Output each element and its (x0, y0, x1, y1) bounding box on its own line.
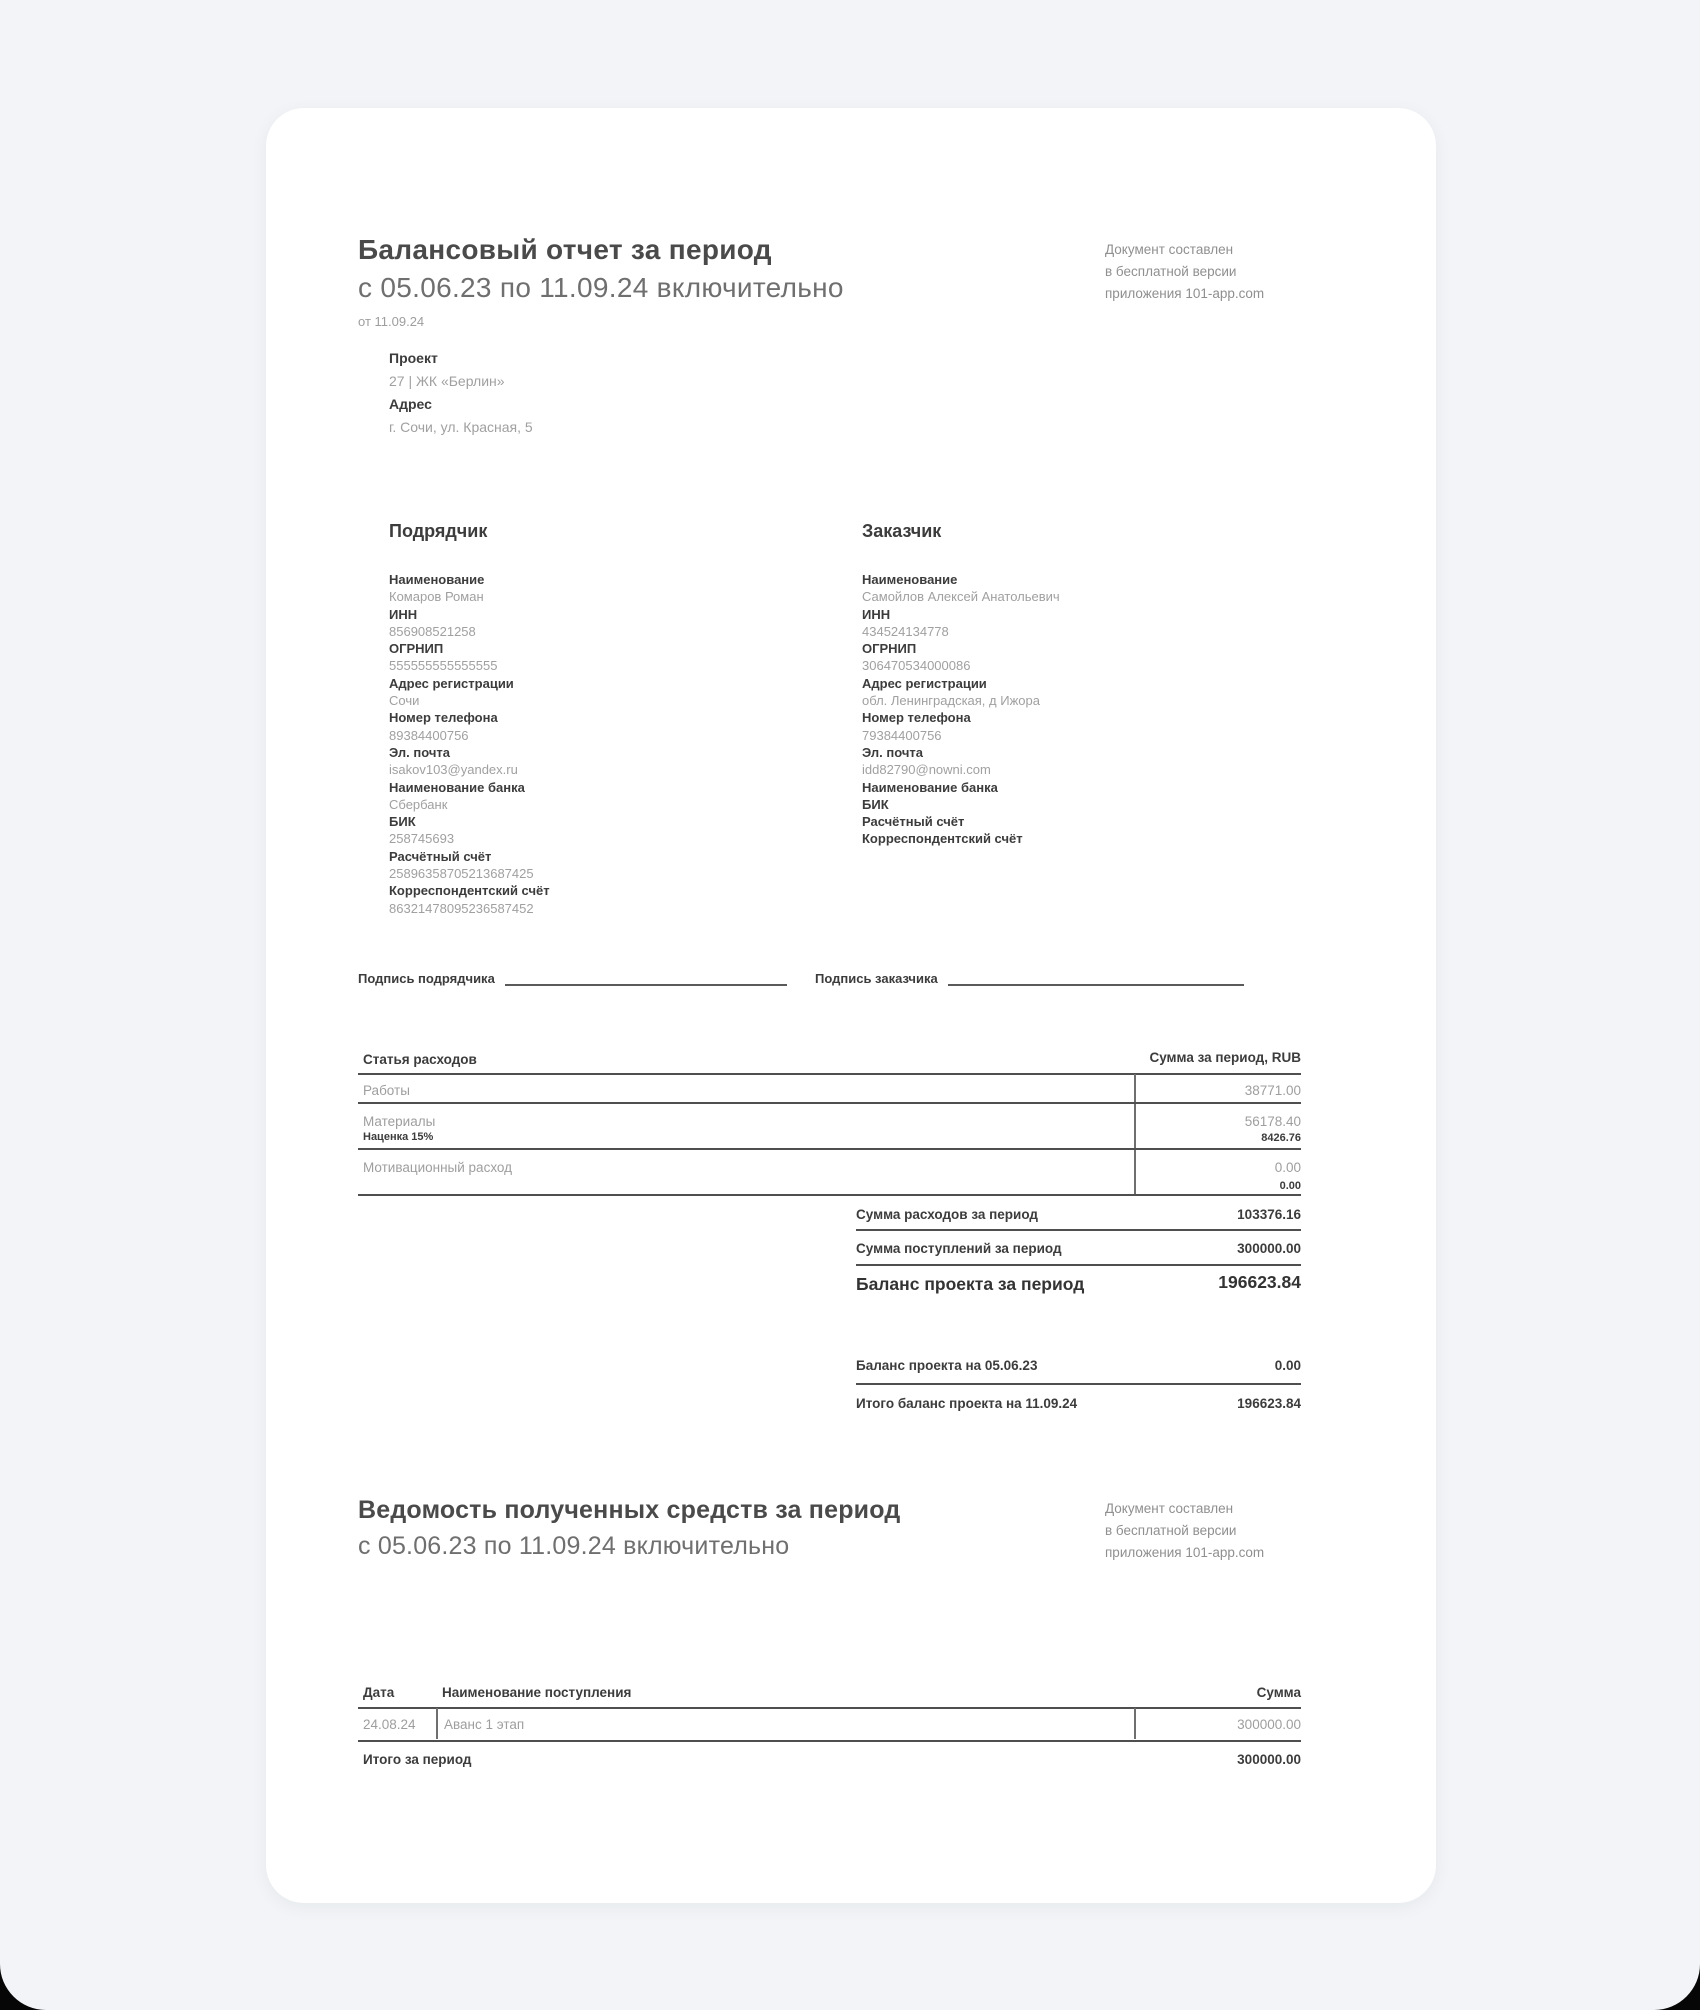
table-row-line (358, 1148, 1301, 1150)
field-row (389, 848, 829, 883)
field-row (862, 571, 1302, 606)
markup-amount: 8426.76 (1261, 1132, 1301, 1144)
field-value: Сбербанк (389, 796, 448, 812)
expense-table-col-item: Статья расходов (363, 1052, 477, 1067)
funds-report-period: с 05.06.23 по 11.09.24 включительно (358, 1532, 790, 1560)
table-bottom-line (358, 1194, 1301, 1196)
table-row-line (358, 1102, 1301, 1104)
field-row (862, 675, 1302, 710)
signature-customer-label: Подпись заказчика (815, 971, 938, 986)
customer-heading: Заказчик (862, 521, 942, 541)
funds-total-label: Итого за период (363, 1752, 472, 1767)
field-value: Комаров Роман (389, 589, 484, 605)
funds-report-title: Ведомость полученных средств за период (358, 1496, 901, 1524)
field-value: 86321478095236587452 (389, 900, 534, 916)
watermark-note (1105, 1498, 1264, 1564)
field-row (862, 830, 1302, 847)
watermark-line: Документ составлен (1105, 1501, 1234, 1516)
markup-note: Наценка 15% (363, 1131, 434, 1143)
expense-row-amount: 0.00 (1274, 1160, 1301, 1175)
funds-row-date: 24.08.24 (363, 1717, 416, 1732)
field-row (389, 813, 829, 848)
total-income-label: Сумма поступлений за период (856, 1241, 1062, 1256)
field-label: Наименование (862, 572, 958, 587)
customer-fields (862, 571, 1302, 848)
contractor-heading: Подрядчик (389, 521, 488, 541)
field-row (389, 640, 829, 675)
total-expenses-label: Сумма расходов за период (856, 1207, 1038, 1222)
field-label: Корреспондентский счёт (389, 883, 550, 899)
expense-row-amount: 38771.00 (1244, 1083, 1301, 1098)
table-bottom-line (358, 1740, 1301, 1742)
watermark-line: приложения 101-app.com (1105, 286, 1265, 301)
balance-final-label: Итого баланс проекта на 11.09.24 (856, 1396, 1078, 1411)
field-label: ОГРНИП (862, 641, 917, 657)
contractor-section (389, 521, 829, 917)
totals-divider-line (856, 1264, 1301, 1266)
project-label: Проект (389, 350, 438, 366)
field-label: ИНН (862, 606, 891, 622)
funds-table-col-date: Дата (363, 1685, 395, 1700)
field-label: Эл. почта (389, 744, 451, 760)
address-label: Адрес (389, 396, 432, 412)
total-expenses-value: 103376.16 (1237, 1207, 1301, 1222)
field-value: 434524134778 (862, 623, 949, 639)
field-row (389, 571, 829, 606)
field-row (389, 675, 829, 710)
field-value: 555555555555555 (389, 658, 498, 674)
field-row (389, 709, 829, 744)
table-column-divider (1134, 1708, 1136, 1739)
watermark-line: Документ составлен (1105, 242, 1234, 257)
funds-table-col-name: Наименование поступления (442, 1685, 632, 1700)
watermark-line: в бесплатной версии (1105, 1523, 1237, 1538)
contractor-fields (389, 571, 829, 917)
balance-divider-line (856, 1383, 1301, 1385)
field-value: Самойлов Алексей Анатольевич (862, 589, 1060, 605)
field-row (862, 709, 1302, 744)
project-value: 27 | ЖК «Берлин» (389, 373, 505, 389)
project-balance-value: 196623.84 (1218, 1272, 1301, 1292)
signature-contractor (358, 968, 787, 986)
field-value: idd82790@nowni.com (862, 762, 991, 778)
markup-amount: 0.00 (1279, 1180, 1301, 1192)
expense-row-name: Мотивационный расход (363, 1160, 513, 1175)
expense-row-name: Материалы (363, 1114, 436, 1129)
field-label: ОГРНИП (389, 641, 444, 657)
watermark-line: приложения 101-app.com (1105, 1545, 1265, 1560)
field-label: Наименование банка (389, 779, 525, 795)
field-row (862, 606, 1302, 641)
table-header-line (358, 1073, 1301, 1075)
field-value: 25896358705213687425 (389, 866, 534, 882)
signature-line (948, 972, 1244, 986)
field-label: Корреспондентский счёт (862, 831, 1023, 847)
signature-contractor-label: Подпись подрядчика (358, 971, 495, 986)
field-row (862, 813, 1302, 830)
field-value: Сочи (389, 693, 420, 709)
field-label: Наименование банка (862, 779, 998, 795)
signature-customer (815, 968, 1244, 986)
balance-report-period: с 05.06.23 по 11.09.24 включительно (358, 272, 844, 303)
field-value: 258745693 (389, 831, 455, 847)
field-label: Адрес регистрации (389, 675, 514, 691)
table-column-divider (1134, 1074, 1136, 1194)
expense-table-col-amount: Сумма за период, RUB (1149, 1050, 1301, 1065)
field-label: Номер телефона (862, 710, 971, 726)
signature-line (505, 972, 787, 986)
funds-table-col-amount: Сумма (1256, 1685, 1301, 1700)
balance-start-label: Баланс проекта на 05.06.23 (856, 1358, 1038, 1373)
field-row (389, 882, 829, 917)
field-value: 89384400756 (389, 727, 469, 743)
funds-total-value: 300000.00 (1237, 1752, 1301, 1767)
watermark-line: в бесплатной версии (1105, 264, 1237, 279)
field-row (389, 744, 829, 779)
field-label: Эл. почта (862, 744, 924, 760)
project-info (389, 347, 533, 439)
document-page (266, 108, 1436, 1903)
field-label: БИК (389, 814, 416, 830)
field-label: Расчётный счёт (389, 848, 492, 864)
field-value: 856908521258 (389, 623, 476, 639)
customer-section (862, 521, 1302, 848)
funds-row-name: Аванс 1 этап (444, 1717, 525, 1732)
field-label: Наименование (389, 572, 485, 587)
balance-report-title: Балансовый отчет за период (358, 234, 772, 265)
field-label: ИНН (389, 606, 418, 622)
field-value: isakov103@yandex.ru (389, 762, 518, 778)
field-row (862, 796, 1302, 813)
balance-start-value: 0.00 (1274, 1358, 1301, 1373)
field-row (862, 744, 1302, 779)
field-label: Номер телефона (389, 710, 498, 726)
field-row (862, 779, 1302, 796)
field-label: Расчётный счёт (862, 814, 965, 830)
field-row (862, 640, 1302, 675)
field-row (389, 606, 829, 641)
totals-divider-line (856, 1229, 1301, 1231)
balance-report-date: от 11.09.24 (358, 314, 425, 329)
total-income-value: 300000.00 (1237, 1241, 1301, 1256)
field-label: БИК (862, 796, 889, 812)
expense-row-name: Работы (363, 1083, 410, 1098)
table-column-divider (436, 1708, 438, 1739)
table-header-line (358, 1707, 1301, 1709)
field-label: Адрес регистрации (862, 675, 987, 691)
watermark-note (1105, 239, 1264, 305)
project-balance-label: Баланс проекта за период (856, 1274, 1085, 1294)
expense-row-amount: 56178.40 (1244, 1114, 1301, 1129)
field-value: 306470534000086 (862, 658, 971, 674)
field-value: обл. Ленинградская, д Ижора (862, 693, 1040, 709)
address-value: г. Сочи, ул. Красная, 5 (389, 419, 533, 435)
balance-final-value: 196623.84 (1237, 1396, 1301, 1411)
funds-row-amount: 300000.00 (1237, 1717, 1301, 1732)
field-row (389, 779, 829, 814)
field-value: 79384400756 (862, 727, 942, 743)
